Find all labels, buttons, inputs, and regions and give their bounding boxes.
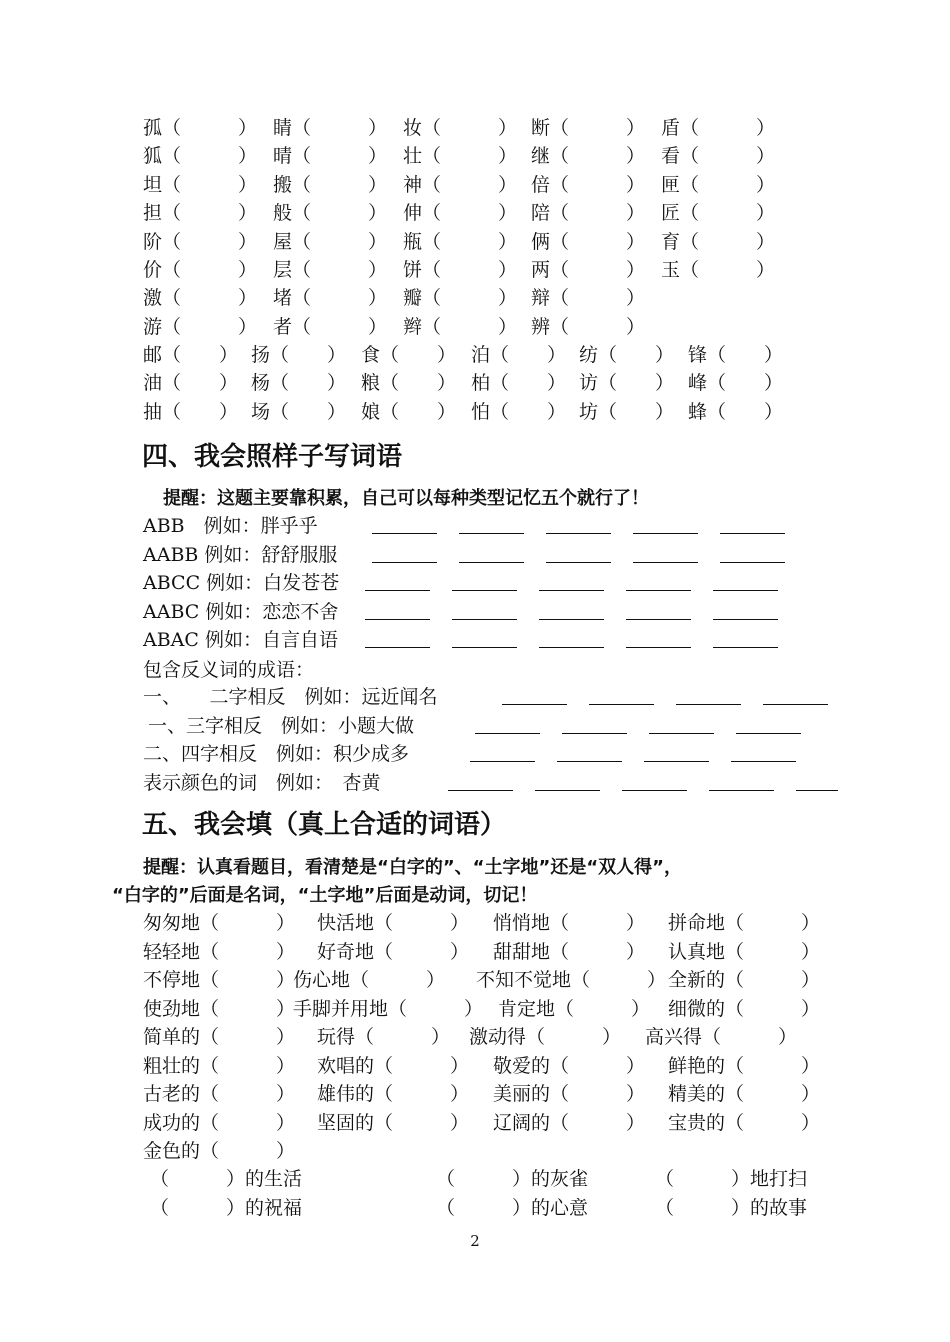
fill-word-cell: （ ）的心意 <box>436 1196 589 1219</box>
fill-word-cell: （ ）的灰雀 <box>436 1168 589 1190</box>
character-cell: 辨（ ） <box>531 315 646 338</box>
antonym-idiom-label: 表示颜色的词 例如： 杏黄 <box>143 772 381 795</box>
answer-blank[interactable] <box>633 533 698 534</box>
antonym-idiom-label: 一、三字相反 例如：小题大做 <box>148 714 415 737</box>
answer-blank[interactable] <box>452 647 517 648</box>
answer-blank[interactable] <box>633 562 698 563</box>
fill-word-cell: 使劲地（ ） <box>143 997 296 1020</box>
character-cell: 泊（ ） <box>471 344 567 366</box>
answer-blank[interactable] <box>709 790 774 791</box>
answer-blank[interactable] <box>539 590 604 591</box>
antonym-idiom-label: 一、 二字相反 例如：远近闻名 <box>143 686 438 708</box>
character-cell: 饼（ ） <box>403 259 518 281</box>
answer-blank[interactable] <box>763 704 828 705</box>
answer-blank[interactable] <box>452 590 517 591</box>
answer-blank[interactable] <box>589 704 654 705</box>
character-cell: 辩（ ） <box>531 287 646 310</box>
character-cell: 扬（ ） <box>251 344 347 366</box>
character-cell: 怕（ ） <box>471 400 567 423</box>
fill-word-cell: 匆匆地（ ） <box>143 912 296 934</box>
fill-word-cell: 全新的（ ） <box>668 969 821 991</box>
fill-word-cell: 好奇地（ ） <box>317 940 470 963</box>
character-cell: 匣（ ） <box>661 173 776 196</box>
character-cell: 价（ ） <box>143 259 258 281</box>
answer-blank[interactable] <box>459 562 524 563</box>
character-cell: 狐（ ） <box>143 145 258 168</box>
character-cell: 俩（ ） <box>531 230 646 253</box>
fill-word-cell: （ ）的生活 <box>150 1168 303 1190</box>
character-cell: 游（ ） <box>143 315 258 338</box>
character-cell: 两（ ） <box>531 259 646 281</box>
fill-word-cell: 轻轻地（ ） <box>143 940 296 963</box>
fill-word-cell: 鲜艳的（ ） <box>668 1054 821 1077</box>
fill-word-cell: 悄悄地（ ） <box>493 912 646 934</box>
character-cell: 层（ ） <box>273 259 388 281</box>
character-cell: 伸（ ） <box>403 202 518 225</box>
antonym-idiom-label: 二、四字相反 例如：积少成多 <box>143 743 410 766</box>
answer-blank[interactable] <box>365 647 430 648</box>
antonym-title: 包含反义词的成语： <box>143 659 315 681</box>
character-cell: 继（ ） <box>531 145 646 168</box>
section-5-tip-line-2: “白字的”后面是名词，“土字地”后面是动词，切记！ <box>112 885 538 906</box>
character-cell: 盾（ ） <box>661 117 776 139</box>
character-cell: 抽（ ） <box>143 400 239 423</box>
fill-word-cell: 手脚并用地（ ） <box>293 997 484 1020</box>
answer-blank[interactable] <box>731 761 796 762</box>
character-cell: 坦（ ） <box>143 173 258 196</box>
answer-blank[interactable] <box>713 647 778 648</box>
answer-blank[interactable] <box>459 533 524 534</box>
answer-blank[interactable] <box>626 647 691 648</box>
section-4-title: 四、我会照样子写词语 <box>142 442 403 472</box>
character-cell: 杨（ ） <box>251 372 347 395</box>
character-cell: 娘（ ） <box>361 400 457 423</box>
fill-word-cell: （ ）的祝福 <box>150 1196 303 1219</box>
answer-blank[interactable] <box>539 619 604 620</box>
character-cell: 堵（ ） <box>273 287 388 310</box>
fill-word-cell: 激动得（ ） <box>469 1026 622 1048</box>
answer-blank[interactable] <box>622 790 687 791</box>
answer-blank[interactable] <box>644 761 709 762</box>
word-pattern-label: ABCC 例如：白发苍苍 <box>143 572 340 594</box>
answer-blank[interactable] <box>372 562 437 563</box>
character-cell: 玉（ ） <box>661 259 776 281</box>
fill-word-cell: 简单的（ ） <box>143 1026 296 1048</box>
fill-word-cell: 高兴得（ ） <box>645 1026 798 1048</box>
answer-blank[interactable] <box>796 790 838 791</box>
character-cell: 粮（ ） <box>361 372 457 395</box>
fill-word-cell: 肯定地（ ） <box>498 997 651 1020</box>
fill-word-cell: 坚固的（ ） <box>317 1111 470 1134</box>
answer-blank[interactable] <box>452 619 517 620</box>
character-cell: 瓶（ ） <box>403 230 518 253</box>
section-5-tip-line-1: 提醒：认真看题目，看清楚是“白字的”、“土字地”还是“双人得”， <box>143 857 682 878</box>
fill-word-cell: 伤心地（ ） <box>293 969 446 991</box>
character-cell: 搬（ ） <box>273 173 388 196</box>
answer-blank[interactable] <box>365 590 430 591</box>
section-5-title: 五、我会填（真上合适的词语） <box>142 810 507 840</box>
fill-word-cell: 细微的（ ） <box>668 997 821 1020</box>
character-cell: 倍（ ） <box>531 173 646 196</box>
word-pattern-label: ABAC 例如：自言自语 <box>143 629 338 651</box>
answer-blank[interactable] <box>502 704 567 705</box>
fill-word-cell: 辽阔的（ ） <box>493 1111 646 1134</box>
answer-blank[interactable] <box>475 733 540 734</box>
character-cell: 柏（ ） <box>471 372 567 395</box>
fill-word-cell: 宝贵的（ ） <box>668 1111 821 1134</box>
character-cell: 纺（ ） <box>579 344 675 366</box>
character-cell: 瓣（ ） <box>403 287 518 310</box>
character-cell: 阶（ ） <box>143 230 258 253</box>
character-cell: 睛（ ） <box>273 117 388 139</box>
fill-word-cell: 古老的（ ） <box>143 1083 296 1105</box>
section-4-tip: 提醒：这题主要靠积累，自己可以每种类型记忆五个就行了！ <box>163 488 649 509</box>
character-cell: 陪（ ） <box>531 202 646 225</box>
answer-blank[interactable] <box>372 533 437 534</box>
answer-blank[interactable] <box>539 647 604 648</box>
character-cell: 壮（ ） <box>403 145 518 168</box>
answer-blank[interactable] <box>626 590 691 591</box>
fill-word-cell: 精美的（ ） <box>668 1083 821 1105</box>
character-cell: 般（ ） <box>273 202 388 225</box>
answer-blank[interactable] <box>448 790 513 791</box>
answer-blank[interactable] <box>557 761 622 762</box>
answer-blank[interactable] <box>736 733 801 734</box>
answer-blank[interactable] <box>626 619 691 620</box>
character-cell: 锋（ ） <box>688 344 784 366</box>
character-cell: 看（ ） <box>661 145 776 168</box>
answer-blank[interactable] <box>535 790 600 791</box>
answer-blank[interactable] <box>720 562 785 563</box>
character-cell: 断（ ） <box>531 117 646 139</box>
character-cell: 辫（ ） <box>403 315 518 338</box>
answer-blank[interactable] <box>713 590 778 591</box>
fill-word-cell: 玩得（ ） <box>317 1026 451 1048</box>
answer-blank[interactable] <box>649 733 714 734</box>
answer-blank[interactable] <box>720 533 785 534</box>
character-cell: 访（ ） <box>579 372 675 395</box>
fill-word-cell: 快活地（ ） <box>317 912 470 934</box>
character-cell: 晴（ ） <box>273 145 388 168</box>
fill-word-cell: 不知不觉地（ ） <box>476 969 667 991</box>
answer-blank[interactable] <box>713 619 778 620</box>
character-cell: 邮（ ） <box>143 344 239 366</box>
answer-blank[interactable] <box>470 761 535 762</box>
character-cell: 育（ ） <box>661 230 776 253</box>
fill-word-cell: 欢唱的（ ） <box>317 1054 470 1077</box>
answer-blank[interactable] <box>546 533 611 534</box>
character-cell: 油（ ） <box>143 372 239 395</box>
fill-word-cell: 粗壮的（ ） <box>143 1054 296 1077</box>
character-cell: 坊（ ） <box>579 400 675 423</box>
character-cell: 者（ ） <box>273 315 388 338</box>
character-cell: 孤（ ） <box>143 117 258 139</box>
word-pattern-label: ABB 例如：胖乎乎 <box>143 515 318 537</box>
fill-word-cell: （ ）的故事 <box>655 1196 808 1219</box>
character-cell: 蜂（ ） <box>688 400 784 423</box>
word-pattern-label: AABC 例如：恋恋不舍 <box>143 600 339 623</box>
answer-blank[interactable] <box>546 562 611 563</box>
character-cell: 场（ ） <box>251 400 347 423</box>
page-number: 2 <box>470 1232 480 1250</box>
word-pattern-label: AABB 例如：舒舒服服 <box>143 543 338 566</box>
character-cell: 担（ ） <box>143 202 258 225</box>
character-cell: 屋（ ） <box>273 230 388 253</box>
answer-blank[interactable] <box>562 733 627 734</box>
fill-word-cell: 甜甜地（ ） <box>493 940 646 963</box>
fill-word-cell: （ ）地打扫 <box>655 1168 808 1190</box>
fill-word-cell: 敬爱的（ ） <box>493 1054 646 1077</box>
character-cell: 神（ ） <box>403 173 518 196</box>
character-cell: 食（ ） <box>361 344 457 366</box>
fill-word-cell: 成功的（ ） <box>143 1111 296 1134</box>
fill-word-cell: 金色的（ ） <box>143 1140 296 1162</box>
fill-word-cell: 美丽的（ ） <box>493 1083 646 1105</box>
character-cell: 匠（ ） <box>661 202 776 225</box>
answer-blank[interactable] <box>365 619 430 620</box>
answer-blank[interactable] <box>676 704 741 705</box>
fill-word-cell: 拼命地（ ） <box>668 912 821 934</box>
fill-word-cell: 雄伟的（ ） <box>317 1083 470 1105</box>
character-cell: 妆（ ） <box>403 117 518 139</box>
character-cell: 激（ ） <box>143 287 258 310</box>
fill-word-cell: 不停地（ ） <box>143 969 296 991</box>
character-cell: 峰（ ） <box>688 372 784 395</box>
fill-word-cell: 认真地（ ） <box>668 940 821 963</box>
